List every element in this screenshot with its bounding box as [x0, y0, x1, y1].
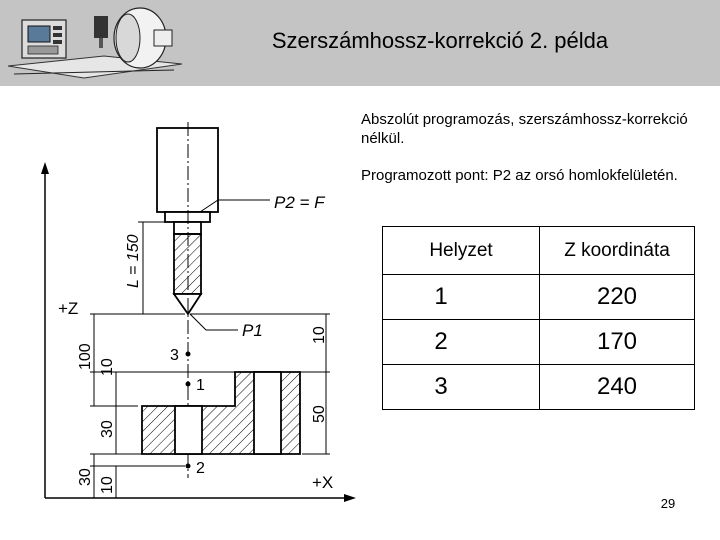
point-2-marker	[186, 464, 191, 469]
page-number: 29	[660, 496, 676, 511]
point-1-marker	[186, 382, 191, 387]
description-paragraph: Abszolút programozás, szerszámhossz-korrekció nélkül.	[361, 111, 688, 147]
dim-30-a: 30	[99, 420, 116, 438]
workpiece-hole-left	[175, 406, 202, 454]
technical-drawing	[30, 118, 360, 518]
label-p2f: P2 = F	[274, 193, 325, 212]
z-value-cell: 240	[540, 365, 695, 410]
label-plus-z: +Z	[58, 299, 79, 318]
p1-leader	[190, 314, 238, 330]
header-divider	[0, 86, 184, 90]
point-3-marker	[186, 352, 191, 357]
label-l150: L = 150	[125, 234, 142, 288]
dim-10-right: 10	[311, 326, 328, 344]
point-2-label: 2	[196, 460, 205, 477]
table-row	[383, 320, 695, 365]
point-1-label: 1	[196, 377, 205, 394]
dim-100: 100	[77, 343, 94, 370]
position-cell: 1	[434, 283, 448, 310]
position-cell: 3	[434, 373, 448, 400]
z-value-cell: 170	[540, 320, 695, 365]
dim-10-a: 10	[99, 358, 116, 376]
point-3-label: 3	[170, 347, 179, 364]
programmed-point-paragraph: Programozott pont: P2 az orsó homlokfelületén.	[361, 167, 678, 184]
table-header-row	[383, 227, 695, 275]
x-axis-arrow-icon	[344, 494, 356, 502]
dim-30-b: 30	[77, 468, 94, 486]
dim-10-b: 10	[99, 476, 116, 494]
header-z-coordinate: Z koordináta	[540, 227, 695, 275]
label-p1: P1	[242, 321, 263, 340]
table-row	[383, 275, 695, 320]
coordinate-table	[382, 226, 695, 410]
header-position: Helyzet	[383, 227, 540, 275]
z-value-cell: 220	[540, 275, 695, 320]
cnc-machine-logo-icon	[4, 4, 184, 86]
z-axis-arrow-icon	[41, 162, 49, 174]
label-plus-x: +X	[312, 473, 334, 492]
page-title: Szerszámhossz-korrekció 2. példa	[271, 28, 609, 53]
table-row	[383, 365, 695, 410]
workpiece-hole-right	[254, 372, 281, 454]
position-cell: 2	[434, 328, 448, 355]
dim-50-right: 50	[311, 405, 328, 423]
